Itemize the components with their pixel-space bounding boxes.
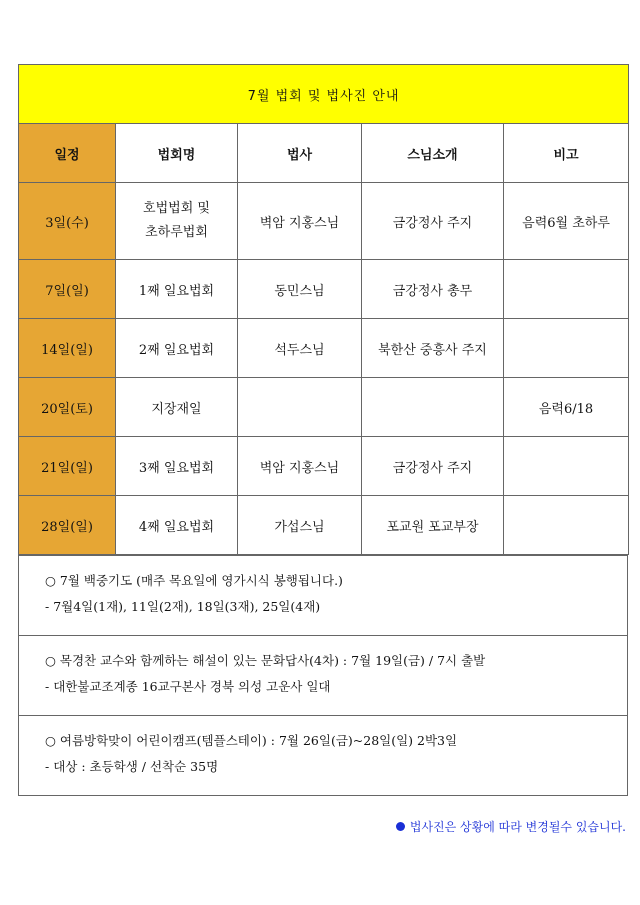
header-intro: 스님소개 bbox=[362, 124, 504, 183]
row-teacher bbox=[238, 378, 362, 437]
schedule-sheet bbox=[18, 64, 628, 796]
notice-sub: - 대한불교조계종 16교구본사 경북 의성 고운사 일대 bbox=[45, 679, 331, 694]
row-intro: 금강정사 주지 bbox=[362, 437, 504, 496]
table-row bbox=[19, 496, 629, 555]
notice-main: ○ 여름방학맞이 어린이캠프(템플스테이) : 7월 26일(금)~28일(일) 2박3일 bbox=[45, 733, 458, 748]
row-teacher: 동민스님 bbox=[238, 260, 362, 319]
notice-baekjung bbox=[19, 555, 627, 635]
header-date: 일정 bbox=[19, 124, 116, 183]
notice-kids-camp bbox=[19, 715, 627, 795]
row-teacher: 가섭스님 bbox=[238, 496, 362, 555]
row-teacher: 석두스님 bbox=[238, 319, 362, 378]
notice-sub: - 대상 : 초등학생 / 선착순 35명 bbox=[45, 759, 219, 774]
row-date: 14일(일) bbox=[19, 319, 116, 378]
row-date: 3일(수) bbox=[19, 183, 116, 260]
row-date: 20일(토) bbox=[19, 378, 116, 437]
notice-sub: - 7월4일(1재), 11일(2재), 18일(3재), 25일(4재) bbox=[45, 599, 321, 614]
row-note bbox=[504, 260, 629, 319]
table-row bbox=[19, 437, 629, 496]
row-teacher: 벽암 지홍스님 bbox=[238, 437, 362, 496]
notice-main: ○ 목경찬 교수와 함께하는 해설이 있는 문화답사(4차) : 7월 19일(금) / 7시 출발 bbox=[45, 653, 486, 668]
row-event: 호법법회 및 초하루법회 bbox=[116, 183, 238, 260]
row-intro: 금강정사 주지 bbox=[362, 183, 504, 260]
header-teacher: 법사 bbox=[238, 124, 362, 183]
footer-notice bbox=[396, 818, 626, 835]
row-date: 28일(일) bbox=[19, 496, 116, 555]
row-date: 21일(일) bbox=[19, 437, 116, 496]
row-intro: 금강정사 총무 bbox=[362, 260, 504, 319]
row-event: 3째 일요법회 bbox=[116, 437, 238, 496]
table-row bbox=[19, 319, 629, 378]
header-note: 비고 bbox=[504, 124, 629, 183]
row-note bbox=[504, 437, 629, 496]
row-date: 7일(일) bbox=[19, 260, 116, 319]
row-event: 4째 일요법회 bbox=[116, 496, 238, 555]
row-note bbox=[504, 496, 629, 555]
table-row bbox=[19, 260, 629, 319]
page-title: 7월 법회 및 법사진 안내 bbox=[19, 65, 629, 124]
row-event: 지장재일 bbox=[116, 378, 238, 437]
notes-section bbox=[18, 555, 628, 796]
table-header-row bbox=[19, 124, 629, 183]
row-intro: 포교원 포교부장 bbox=[362, 496, 504, 555]
table-row bbox=[19, 183, 629, 260]
notice-field-trip bbox=[19, 635, 627, 715]
bullet-dot-icon bbox=[396, 822, 405, 831]
row-note bbox=[504, 319, 629, 378]
footer-text: 법사진은 상황에 따라 변경될수 있습니다. bbox=[409, 820, 626, 834]
row-teacher: 벽암 지홍스님 bbox=[238, 183, 362, 260]
schedule-table bbox=[18, 64, 629, 555]
table-row bbox=[19, 378, 629, 437]
row-intro bbox=[362, 378, 504, 437]
notice-main: ○ 7월 백중기도 (매주 목요일에 영가시식 봉행됩니다.) bbox=[45, 573, 343, 588]
row-intro: 북한산 중흥사 주지 bbox=[362, 319, 504, 378]
header-event: 법회명 bbox=[116, 124, 238, 183]
row-event: 2째 일요법회 bbox=[116, 319, 238, 378]
row-note: 음력6월 초하루 bbox=[504, 183, 629, 260]
row-event: 1째 일요법회 bbox=[116, 260, 238, 319]
row-note: 음력6/18 bbox=[504, 378, 629, 437]
